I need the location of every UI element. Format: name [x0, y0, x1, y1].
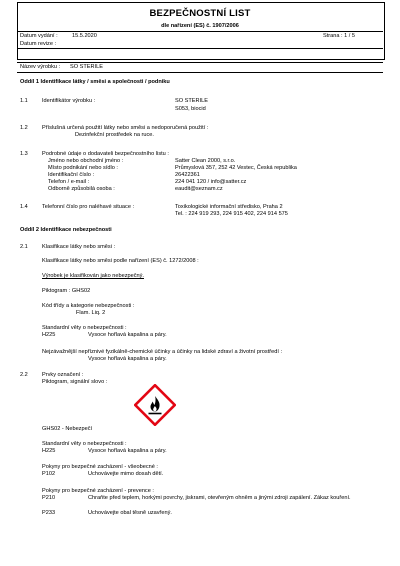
product-name: SO STERILE — [70, 64, 103, 70]
section2-heading: Oddíl 2 Identifikace nebezpečnosti — [20, 227, 112, 233]
p210-text: Chraňte před teplem, horkými povrchy, jiskrami, otevřeným ohněm a jinými zdroji zapálení. Zákaz kouření. — [88, 495, 351, 501]
effects-label: Nejzávažnější nepříznivé fyzikálně-chemické účinky a účinky na lidské zdraví a životní prostředí : — [42, 349, 283, 355]
ghs-signal-word: GHS02 - Nebezpečí — [42, 426, 93, 432]
supplier-key-2: Identifikační číslo : — [48, 172, 95, 178]
hazard-statements-label: Standardní věty o nebezpečnosti : — [42, 325, 127, 331]
s2-1-label: Klasifikace látky nebo směsi : — [42, 244, 116, 250]
supplier-value-3: 224 041 120 / info@satter.cz — [175, 179, 247, 185]
issue-date: 15.5.2020 — [72, 33, 97, 39]
product-divider-top — [17, 62, 383, 63]
s2-1-number: 2.1 — [20, 244, 28, 250]
revision-label: Datum revize : — [20, 41, 57, 47]
page-number: Strana : 1 / 5 — [323, 33, 356, 39]
s1-4-value: Toxikologické informační středisko, Praha 2 — [175, 204, 283, 210]
precaution-general-label: Pokyny pro bezpečné zacházení - všeobecné : — [42, 464, 158, 470]
s1-1-value: SO STERILE — [175, 98, 208, 104]
s1-1-label: Identifikátor výrobku : — [42, 98, 96, 104]
hazard-statements-label-2: Standardní věty o nebezpečnosti : — [42, 441, 127, 447]
s1-4-value-2: Tel. : 224 919 293, 224 915 402, 224 914 575 — [175, 211, 288, 217]
hazard-text-2: Vysoce hořlavá kapalina a páry. — [88, 448, 167, 454]
document-title: BEZPEČNOSTNÍ LIST — [149, 8, 251, 19]
classification-regulation: Klasifikace látky nebo směsi podle nařízení (ES) č. 1272/2008 : — [42, 258, 199, 264]
p233-text: Uchovávejte obal těsně uzavřený. — [88, 510, 172, 516]
s1-1-value-2: S053, biocid — [175, 106, 206, 112]
supplier-key-0: Jméno nebo obchodní jméno : — [48, 158, 124, 164]
s1-4-number: 1.4 — [20, 204, 28, 210]
s1-1-number: 1.1 — [20, 98, 28, 104]
s1-2-number: 1.2 — [20, 125, 28, 131]
pictogram-signal-label: Piktogram, signální slovo : — [42, 379, 108, 385]
p233-code: P233 — [42, 510, 56, 516]
issue-date-label: Datum vydání : — [20, 33, 58, 39]
s1-2-value: Dezinfekční prostředek na ruce. — [75, 132, 154, 138]
supplier-value-4: eaudit@seznam.cz — [175, 186, 223, 192]
product-divider-bottom — [17, 72, 383, 73]
pictogram-code: Piktogram : GHS02 — [42, 288, 91, 294]
header-divider-2 — [17, 48, 383, 49]
p102-code: P102 — [42, 471, 56, 477]
product-label: Název výrobku : — [20, 64, 61, 70]
p210-code: P210 — [42, 495, 56, 501]
hazard-text: Vysoce hořlavá kapalina a páry. — [88, 332, 167, 338]
supplier-value-1: Průmyslová 357, 252 42 Vestec, Česká republika — [175, 165, 297, 171]
p102-text: Uchovávejte mimo dosah dětí. — [88, 471, 164, 477]
s1-2-label: Příslušná určená použití látky nebo směsi a nedoporučená použití : — [42, 125, 209, 131]
s2-2-label: Prvky označení : — [42, 372, 84, 378]
section1-heading: Oddíl 1 Identifikace látky / směsi a společnosti / podniku — [20, 79, 170, 85]
s1-4-label: Telefonní číslo pro naléhavé situace : — [42, 204, 135, 210]
classified-statement: Výrobek je klasifikován jako nebezpečný. — [42, 273, 144, 279]
s1-3-number: 1.3 — [20, 151, 28, 157]
flame-pictogram-icon — [134, 384, 176, 426]
s2-2-number: 2.2 — [20, 372, 28, 378]
hazard-code-2: H225 — [42, 448, 56, 454]
supplier-value-0: Satter Clean 2000, s.r.o. — [175, 158, 236, 164]
s1-3-label: Podrobné údaje o dodavateli bezpečnostního listu : — [42, 151, 169, 157]
supplier-key-1: Místo podnikání nebo sídlo : — [48, 165, 118, 171]
header-divider — [17, 31, 383, 32]
effects-value: Vysoce hořlavá kapalina a páry. — [88, 356, 167, 362]
supplier-key-4: Odborně způsobilá osoba : — [48, 186, 115, 192]
precaution-prevention-label: Pokyny pro bezpečné zacházení - prevence : — [42, 488, 154, 494]
document-subtitle: dle nařízení (ES) č. 1907/2006 — [161, 23, 239, 29]
supplier-key-3: Telefon / e-mail : — [48, 179, 90, 185]
hazard-code: H225 — [42, 332, 56, 338]
class-code-label: Kód třídy a kategorie nebezpečnosti : — [42, 303, 135, 309]
supplier-value-2: 26422361 — [175, 172, 200, 178]
class-code-value: Flam. Liq. 2 — [76, 310, 106, 316]
